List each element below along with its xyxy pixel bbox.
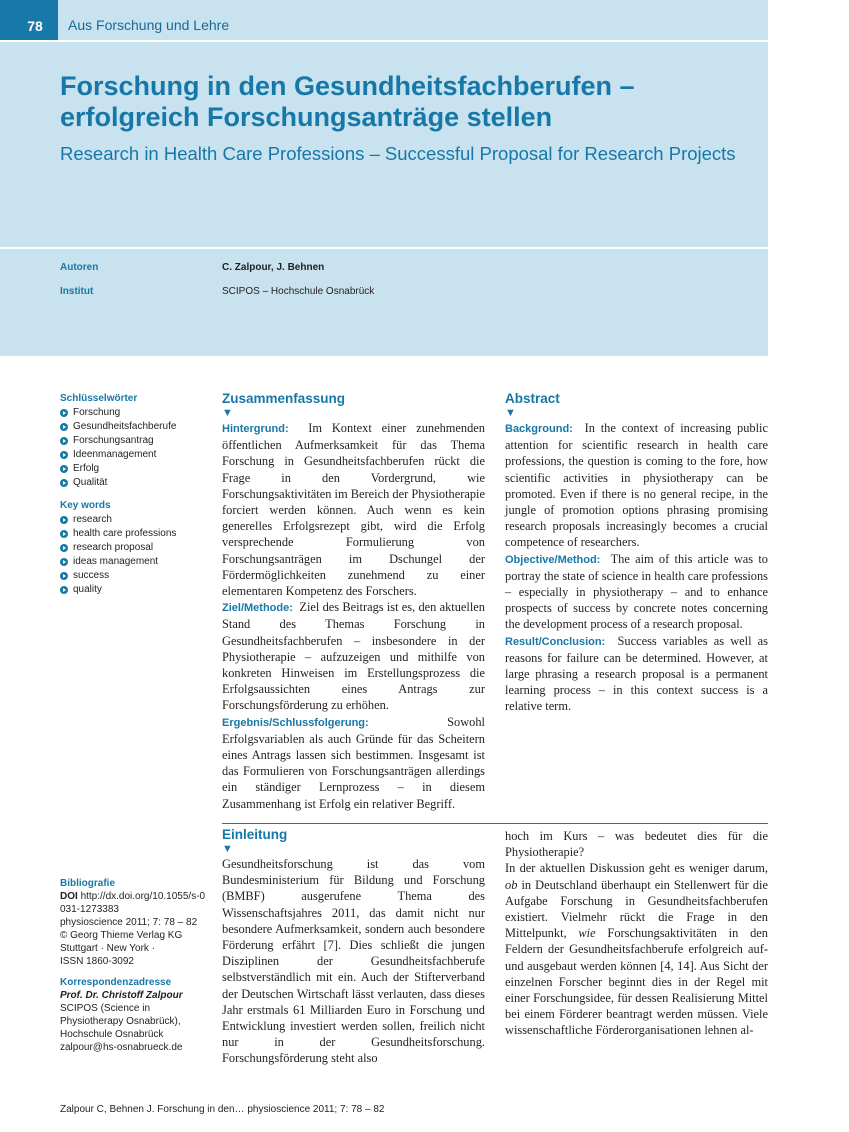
keyword-item: success — [60, 569, 210, 583]
copyright: © Georg Thieme Verlag KG — [60, 930, 183, 941]
keywords-de-list — [60, 406, 210, 490]
keywords-en-list — [60, 513, 210, 597]
section-label: Ergebnis/Schlussfolgerung: — [222, 716, 369, 729]
keyword-item: Qualität — [60, 476, 210, 490]
keyword-item: Ideenmanagement — [60, 448, 210, 462]
correspondence-line: SCIPOS (Science in — [60, 1003, 151, 1014]
einleitung-heading: Einleitung — [222, 827, 288, 842]
correspondence-line: Physiotherapy Osnabrück), — [60, 1016, 181, 1027]
einleitung-paragraph: Gesundheitsforschung ist das vom Bundesministerium für Bildung und Forschung (BMBF) ausgerufene Thema des Wissenschaftsjahres 2011, das damit nicht nur besondere Aufmerksamkeit, sondern auch besondere Förderung erfährt [7]. Dies schließt die jungen Disziplinen der Gesundheitsfachberufe selbstverständlich mit ein. Auch der Stifterverband der Deutschen Wirtschaft lässt verlauten, dass dieses Jahr erstmals 61 Milliarden Euro in Forschung und Entwicklung investiert werden sollen, freilich nicht nur in der Gesundheitsforschung. Forschungsförderung steht also — [222, 857, 485, 1066]
page-number: 78 — [0, 0, 58, 40]
section-label: Ziel/Methode: — [222, 602, 293, 615]
paragraph-text: The aim of this article was to portray the state of science in health care professions – especially in physiotherapy – and to enhance prospects of success by concrete notes concerning the development process of a research proposal. — [505, 551, 768, 632]
doi-label: DOI — [60, 891, 78, 902]
keyword-item: research proposal — [60, 541, 210, 555]
paragraph-text: In the context of increasing public attention for scientific research in health care professions, the question is coming to the fore, how scientific activities in physiotherapy can be promoted. Even if there is no general recipe, in the jungle of promotion options phrasing promising research proposals increasingly becomes a crucial competence of researchers. — [505, 421, 768, 550]
arrow-down-icon: ▼ — [222, 843, 233, 855]
publisher-location: Stuttgart · New York · — [60, 943, 156, 954]
section-label: Background: — [505, 423, 573, 435]
paragraph-text: Success variables as well as reasons for failure can be determined. However, at large phrasing a research proposal is a permanent learning process – in this context success is a relative term. — [505, 633, 768, 714]
keyword-item: Gesundheitsfachberufe — [60, 420, 210, 434]
keywords-de-heading: Schlüsselwörter — [60, 393, 138, 404]
zusammenfassung-hintergrund — [222, 420, 485, 599]
section-label: Hintergrund: — [222, 423, 289, 435]
zusammenfassung-ergebnis — [222, 714, 485, 812]
authors: C. Zalpour, J. Behnen — [222, 262, 325, 273]
keyword-item: research — [60, 513, 210, 527]
paragraph-text: Sowohl Erfolgsvariablen als auch Gründe für das Scheitern eines Antrags lassen sich bestimmen. Insgesamt ist das Formulieren von Forschungsanträgen allerdings ein ständiger Lernprozess – in diesem Zusammenhang ist Erfolg ein relativer Begriff. — [222, 714, 485, 811]
correspondence-name: Prof. Dr. Christoff Zalpour — [60, 990, 183, 1001]
keyword-item: Forschung — [60, 406, 210, 420]
keyword-item: Forschungsantrag — [60, 434, 210, 448]
section-title: Aus Forschung und Lehre — [68, 17, 230, 33]
abstract-result — [505, 633, 768, 715]
section-label: Result/Conclusion: — [505, 635, 606, 648]
paragraph-text: In der aktuellen Diskussion geht es weniger darum, — [505, 861, 768, 876]
zusammenfassung-column — [222, 391, 485, 812]
paragraph-text: Ziel des Beitrags ist es, den aktuellen Stand des Themas Forschung in Gesundheitsfachberufen – insbesondere in der Physiotherapie – aufzuzeigen und mithilfe von konkreten Hinweisen im Erstellungsprozess die Erfolgsaussichten eines Antrags zur Forschungsförderung zu erhöhen. — [222, 600, 485, 713]
author-block — [0, 249, 768, 356]
einleitung-paragraph-2 — [505, 860, 768, 1038]
paragraph-text: in Deutschland überhaupt ein Stellenwert für die Aufgabe Forschung in Gesundheitsfachberufen existiert. Vielmehr rückt die Frage in den Mittelpunkt, — [505, 877, 768, 941]
citation: physioscience 2011; 7: 78 – 82 — [60, 917, 198, 928]
einleitung-column — [222, 827, 485, 1067]
keyword-item: Erfolg — [60, 462, 210, 476]
arrow-down-icon: ▼ — [505, 407, 516, 419]
authors-label: Autoren — [60, 262, 99, 273]
einleitung-paragraph: hoch im Kurs – was bedeutet dies für die Physiotherapie? — [505, 829, 768, 860]
correspondence-email[interactable]: zalpour@hs-osnabrueck.de — [60, 1042, 183, 1053]
doi-line — [60, 890, 210, 916]
keywords-en-heading: Key words — [60, 500, 111, 511]
abstract-background — [505, 420, 768, 551]
emphasis: wie — [578, 926, 596, 941]
article-title: Forschung in den Gesundheitsfachberufen – erfolgreich Forschungsanträge stellen — [60, 71, 635, 132]
header-bar — [0, 0, 768, 40]
bibliography-block — [60, 877, 210, 1054]
paragraph-text: Forschungsaktivitäten in den Feldern der Gesundheitsfachberufe erfolgreich auf- und ausgebaut werden können [4, 14]. Aus Sicht der einzelnen Forscher beginnt dies in der Regel mit einer Forschungsidee, für dessen Realisierung Mittel bei einem Förderer beantragt werden müssen. Viele wissenschaftliche Förderorganisationen lehnen al- — [505, 926, 768, 1038]
arrow-down-icon: ▼ — [222, 407, 233, 419]
correspondence-heading: Korrespondenzadresse — [60, 977, 172, 988]
zusammenfassung-heading: Zusammenfassung — [222, 391, 346, 406]
abstract-objective — [505, 551, 768, 633]
abstract-heading: Abstract — [505, 391, 560, 406]
page-footer: Zalpour C, Behnen J. Forschung in den… physioscience 2011; 7: 78 – 82 — [60, 1104, 385, 1115]
abstract-column — [505, 391, 768, 715]
doi-link[interactable]: http://dx.doi.org/10.1055/s-0031-1273383 — [60, 891, 206, 915]
section-label: Objective/Method: — [505, 553, 601, 566]
paragraph-text: Im Kontext einer zunehmenden öffentlichen Aufmerksamkeit für das Thema Forschung in Gesundheitsfachberufen rückt die Frage in den Vordergrund, wie Forschungsaktivitäten im Bereich der Physiotherapie forciert werden können. Auch wenn es kein generelles Erfolgsrezept gibt, wird die Erfolg versprechende Formulierung von Forschungsanträgen im Dschungel der Fördermöglichkeiten zunehmend zu einer elementaren Kompetenz des Forschers. — [222, 421, 485, 599]
keyword-item: health care professions — [60, 527, 210, 541]
keyword-item: ideas management — [60, 555, 210, 569]
bibliography-heading: Bibliografie — [60, 878, 116, 889]
einleitung-column-2 — [505, 828, 768, 1039]
institute-label: Institut — [60, 286, 94, 297]
emphasis: ob — [505, 877, 518, 892]
correspondence-line: Hochschule Osnabrück — [60, 1029, 164, 1040]
institute: SCIPOS – Hochschule Osnabrück — [222, 286, 375, 297]
zusammenfassung-ziel — [222, 599, 485, 713]
divider — [222, 823, 768, 824]
keyword-item: quality — [60, 583, 210, 597]
article-subtitle: Research in Health Care Professions – Successful Proposal for Research Projects — [60, 143, 736, 164]
keywords-column — [60, 392, 210, 606]
issn: ISSN 1860-3092 — [60, 956, 134, 967]
